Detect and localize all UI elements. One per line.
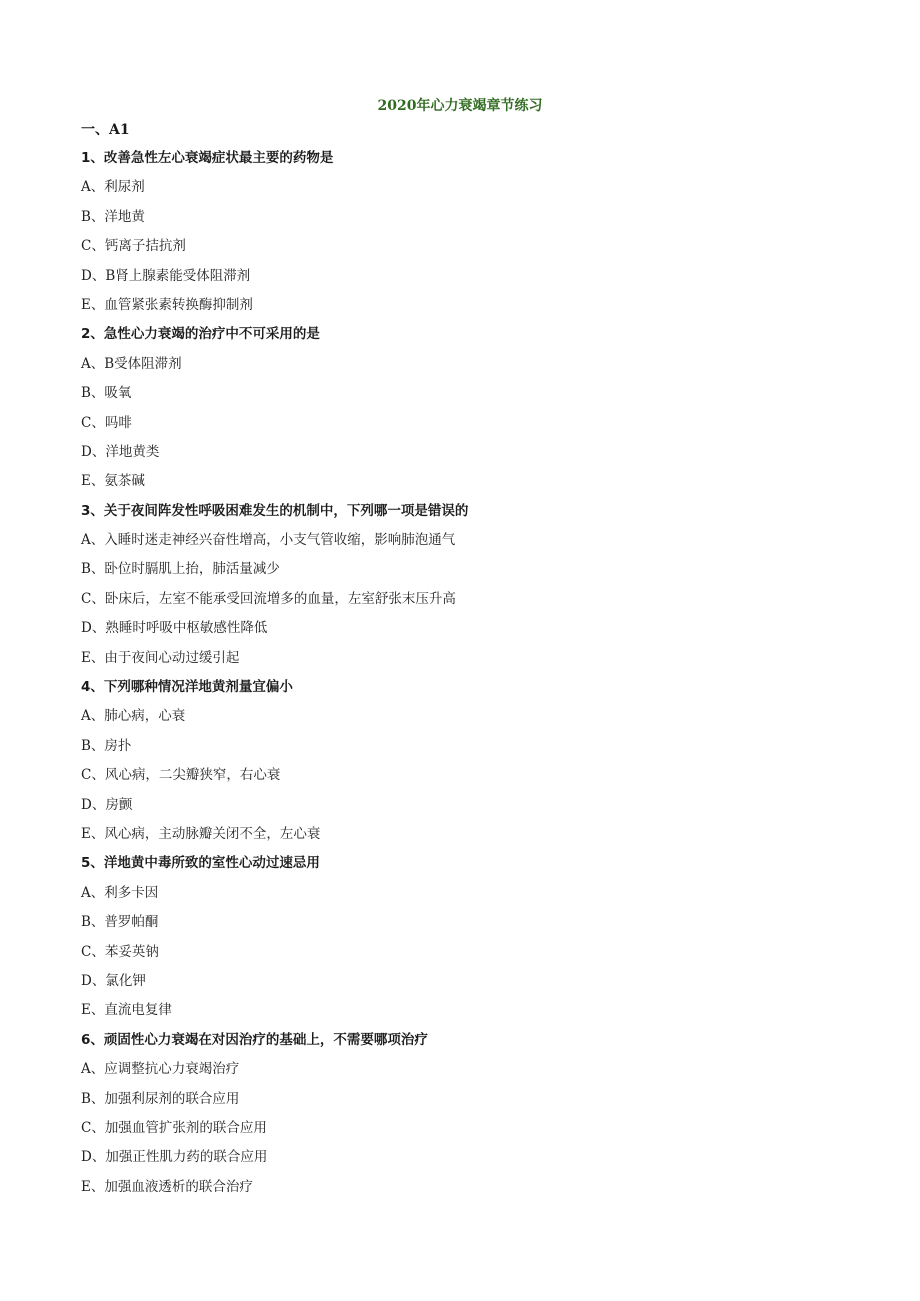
question-stem: 1、改善急性左心衰竭症状最主要的药物是 [81, 150, 334, 166]
section-heading: 一、A1 [81, 122, 130, 138]
answer-option: E、氨茶碱 [81, 473, 145, 490]
question-stem: 3、关于夜间阵发性呼吸困难发生的机制中，下列哪一项是错误的 [81, 502, 469, 519]
answer-option: C、加强血管扩张剂的联合应用 [81, 1119, 267, 1136]
answer-option: D、B肾上腺素能受体阻滞剂 [81, 267, 251, 284]
answer-option: D、洋地黄类 [81, 443, 160, 460]
answer-option: B、洋地黄 [81, 208, 145, 225]
question-stem: 6、顽固性心力衰竭在对因治疗的基础上，不需要哪项治疗 [81, 1031, 428, 1048]
answer-option: E、血管紧张素转换酶抑制剂 [81, 296, 253, 313]
answer-option: D、房颤 [81, 796, 133, 813]
answer-option: D、氯化钾 [81, 972, 146, 989]
answer-option: C、卧床后，左室不能承受回流增多的血量，左室舒张末压升高 [81, 590, 456, 607]
answer-option: A、利尿剂 [81, 179, 145, 196]
answer-option: A、利多卡因 [81, 884, 159, 901]
answer-option: C、钙离子拮抗剂 [81, 238, 186, 255]
answer-option: C、苯妥英钠 [81, 943, 159, 960]
answer-option: B、普罗帕酮 [81, 914, 159, 931]
answer-option: E、直流电复律 [81, 1002, 172, 1019]
question-list [81, 148, 841, 1206]
answer-option: C、吗啡 [81, 414, 132, 431]
answer-option: B、加强利尿剂的联合应用 [81, 1090, 240, 1107]
answer-option: E、加强血液透析的联合治疗 [81, 1178, 253, 1195]
answer-option: B、卧位时膈肌上抬，肺活量减少 [81, 561, 280, 578]
answer-option: B、房扑 [81, 737, 132, 754]
answer-option: E、风心病，主动脉瓣关闭不全，左心衰 [81, 825, 321, 842]
question-stem: 2、急性心力衰竭的治疗中不可采用的是 [81, 326, 320, 343]
answer-option: A、应调整抗心力衰竭治疗 [81, 1061, 240, 1078]
answer-option: A、肺心病，心衰 [81, 708, 186, 725]
answer-option: A、B受体阻滞剂 [81, 355, 182, 372]
page-title: 2020年心力衰竭章节练习 [377, 98, 543, 114]
answer-option: D、加强正性肌力药的联合应用 [81, 1149, 268, 1166]
answer-option: A、入睡时迷走神经兴奋性增高，小支气管收缩，影响肺泡通气 [81, 532, 456, 549]
answer-option: C、风心病，二尖瓣狭窄，右心衰 [81, 767, 281, 784]
question-stem: 5、洋地黄中毒所致的室性心动过速忌用 [81, 855, 320, 872]
answer-option: E、由于夜间心动过缓引起 [81, 649, 240, 666]
question-stem: 4、下列哪种情况洋地黄剂量宜偏小 [81, 679, 293, 696]
answer-option: D、熟睡时呼吸中枢敏感性降低 [81, 620, 268, 637]
answer-option: B、吸氧 [81, 385, 132, 402]
